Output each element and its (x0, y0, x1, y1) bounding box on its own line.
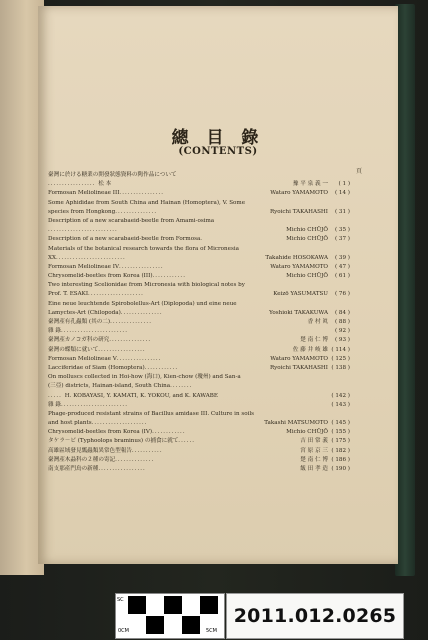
toc-entry-title: Two interesting Scelionidae from Micronesia with biological notes by (48, 282, 245, 289)
toc-entry-author: 豫 平 泉 義 一 (292, 181, 328, 188)
toc-entry-title: Lamyctes-Art (Chilopoda)．．．．．．．．．．．．．．． (48, 309, 166, 316)
toc-entry (48, 245, 350, 254)
toc-entry-title: Formosan Meliolineae IV．．．．．．．．．．．．．．．． (48, 263, 167, 270)
toc-entry-page: ( 1 ) (338, 181, 350, 188)
toc-entry-author: Ryoichi TAKAHASHI (269, 364, 328, 371)
toc-entry-title: Description of a new scarabaeid-beetle from Amami-osima (48, 217, 215, 224)
toc-entry (48, 401, 350, 410)
toc-entry-page: ( 92 ) (334, 328, 350, 335)
toc-entry-title: 臺灣に於ける糖業の開發狀態資料の陶作品について (48, 172, 177, 178)
toc-entry (48, 300, 350, 309)
toc-entry-author: Michio CHŪJŌ (286, 236, 328, 243)
toc-entry-title: Lacciferidae of Siam (Homoptera)．．．．．．．．．．．． (48, 364, 181, 371)
page-column-header: 頁 (356, 168, 363, 175)
toc-entry-page: ( 84 ) (334, 309, 350, 316)
toc-entry-title: 臺灣產有孔蟲類 (其の二)．．．．．．．．．．．．．．． (48, 319, 155, 325)
toc-entry-title: ．．．．．．．．．．．．．．．．．．．．．．．．． (48, 227, 121, 234)
toc-entry-author: 佐 藤 井 岐 雄 (292, 346, 328, 353)
toc-entry-author: 宮 原 京 三 (300, 447, 328, 454)
scale-label-0cm: 0CM (118, 628, 129, 634)
toc-entry-title: XX．．．．．．．．．．．．．．．．．．．．．．．．． (48, 254, 129, 261)
toc-entry (48, 373, 350, 382)
toc-entry (48, 272, 350, 281)
toc-entry (48, 235, 350, 244)
toc-entry-title: Description of a new scarabaeid-beetle from Formosa． (48, 236, 206, 243)
toc-entry-author: 香 村 眞 (307, 319, 328, 325)
toc-entry (48, 281, 350, 290)
toc-entry-title: 南支那產門鳥の新種．．．．．．．．．．．．．．．．． (48, 466, 149, 472)
toc-entry-page: ( 35 ) (334, 227, 350, 234)
toc-entry (48, 226, 350, 235)
toc-entry (48, 346, 350, 355)
toc-entry-author: Takashi MATSUMOTO (264, 420, 328, 427)
toc-entry-page: ( 114 ) (331, 346, 350, 353)
toc-entry (48, 465, 350, 474)
toc-entry (48, 189, 350, 198)
toc-entry-page: ( 37 ) (334, 236, 350, 243)
toc-entry-title: Formosan Meliolineae III．．．．．．．．．．．．．．．． (48, 190, 167, 197)
toc-entry-page: ( 93 ) (334, 337, 350, 344)
toc-entry-page: ( 186 ) (331, 456, 350, 463)
toc-entry-title: 高雄區域發見瓢蟲類異常色型報告．．．．．．．．．．． (48, 447, 166, 454)
toc-entry-title: Formosan Meliolineae V．．．．．．．．．．．．．．．． (48, 355, 165, 362)
scale-label-side: SC (117, 597, 124, 603)
toc-entry (48, 318, 350, 327)
toc-entry-title: ．．．．．．．．．．．．．．．．．松 本 (48, 181, 112, 188)
toc-entry (48, 171, 350, 180)
toc-entry-page: ( 145 ) (331, 420, 350, 427)
toc-entry-title: 臺灣產木蝨科の２種の寄記．．．．．．．．．．．．．． (48, 456, 158, 463)
toc-entry-title: タケラ－ビ (Typhoolops braminus) の捕食に就て．．．．．． (48, 438, 198, 445)
toc-entry-title: 臺灣產カノコガ科の研究．．．．．．．．．．．．．．． (48, 337, 154, 344)
toc-entry-title: Eine neue leuchtende Spirobolellus-Art (Diplopoda) und eine neue (48, 300, 237, 307)
toc-entry-title: 雜 錄．．．．．．．．．．．．．．．．．．．．．．．． (48, 401, 131, 408)
scale-square (182, 616, 200, 634)
toc-entry (48, 355, 350, 364)
color-scale-card (115, 593, 225, 639)
toc-entry-author: 吉 田 常 義 (300, 438, 328, 445)
toc-entry (48, 180, 350, 189)
scale-label-5cm: 5CM (206, 628, 217, 634)
toc-entry-title: 臺灣の蝶類に就いて．．．．．．．．．．．．．．．．． (48, 346, 149, 353)
toc-entry (48, 419, 350, 428)
toc-entry-page: ( 39 ) (334, 254, 350, 261)
toc-entry-author: Michio CHŪJŌ (286, 429, 328, 436)
toc-entry-page: ( 142 ) (331, 392, 350, 399)
page-title-english: (CONTENTS) (178, 146, 258, 157)
toc-entry-page: ( 143 ) (331, 401, 350, 408)
toc-entry (48, 437, 350, 446)
toc-entry-title: Chrysomelid-beetles from Korea (III)．．．．．．．．．．．． (48, 273, 189, 280)
toc-entry (48, 290, 350, 299)
toc-entry (48, 263, 350, 272)
toc-entry (48, 456, 350, 465)
book-cover-edge (395, 4, 415, 576)
toc-entry-author: Michio CHŪJŌ (286, 273, 328, 280)
toc-entry (48, 336, 350, 345)
toc-entry-author: 飯 田 孝 造 (300, 466, 328, 472)
toc-entry-page: ( 31 ) (334, 208, 350, 215)
toc-entry-author: Ryoichi TAKAHASHI (269, 208, 328, 215)
toc-entry-page: ( 14 ) (334, 190, 350, 197)
toc-entry (48, 392, 350, 401)
scale-square (164, 596, 182, 614)
toc-entry-title: species from Hongkong．．．．．．．．．．．．．．． (48, 208, 160, 215)
toc-entry (48, 254, 350, 263)
toc-entry-author: Michio CHŪJŌ (286, 227, 328, 234)
toc-entry-title: Materials of the botanical research towards the flora of Micronesia (48, 245, 239, 252)
toc-entry-page: ( 175 ) (331, 438, 350, 445)
toc-entry (48, 428, 350, 437)
toc-entry (48, 410, 350, 419)
toc-entry-title: Prof. T. ESAKI．．．．．．．．．．．．．．．．．．．． (48, 291, 147, 298)
toc-entry-page: ( 138 ) (331, 364, 350, 371)
page-title-japanese: 總 目 錄 (171, 128, 265, 148)
toc-entry-page: ( 61 ) (334, 273, 350, 280)
toc-entry-title: (三亞) districts, Hainan-island, South China．．．．．．．． (48, 383, 196, 390)
toc-entry-page: ( 88 ) (334, 319, 350, 325)
toc-entry-author: Wataro YAMAMOTO (270, 190, 328, 197)
toc-entry-title: 雜 錄．．．．．．．．．．．．．．．．．．．．．．．． (48, 328, 131, 335)
toc-entry-title: ．．．．．H. KOBAYASI, Y. KAMATI, K. YOKOU, and K. KAWABE (48, 392, 218, 399)
toc-entry (48, 447, 350, 456)
toc-entry-author: Wataro YAMAMOTO (270, 355, 328, 362)
accession-number-label: 2011.012.0265 (226, 593, 404, 639)
toc-entry-author: 楚 南 仁 博 (300, 337, 328, 344)
toc-entry (48, 217, 350, 226)
toc-entry-page: ( 125 ) (331, 355, 350, 362)
toc-entry-author: Takahide HOSOKAWA (265, 254, 328, 261)
toc-entry-title: Phage-produced resistant strains of Bacillus amidase III. Culture in soils (48, 410, 255, 417)
toc-entry-title: Chrysomelid-beetles from Korea (IV)．．．．．．．．．．．． (48, 429, 189, 436)
scale-square (128, 596, 146, 614)
toc-entry-author: 楚 南 仁 博 (300, 456, 328, 463)
toc-entry-title: and host plants．．．．．．．．．．．．．．．．．．．． (48, 420, 151, 427)
toc-entry-author: Yoshioki TAKAKUWA (269, 309, 328, 316)
toc-entry-page: ( 155 ) (331, 429, 350, 436)
toc-entry-page: ( 182 ) (331, 447, 350, 454)
toc-entry-title: On molluscs collected in Hoi-how (海口), Kien-chow (瓊州) and San-a (48, 374, 241, 381)
scale-square (200, 596, 218, 614)
toc-entry (48, 208, 350, 217)
toc-entry-page: ( 190 ) (331, 466, 350, 472)
toc-entry (48, 199, 350, 208)
toc-entry (48, 364, 350, 373)
toc-entry-title: Some Aphididae from South China and Hainan (Homoptera), V. Some (48, 199, 246, 206)
scale-square (146, 616, 164, 634)
toc-entry (48, 309, 350, 318)
toc-entry (48, 382, 350, 391)
toc-entry (48, 327, 350, 336)
toc-entry-page: ( 76 ) (334, 291, 350, 298)
table-of-contents (48, 171, 350, 474)
toc-entry-page: ( 47 ) (334, 263, 350, 270)
toc-entry-author: Wataro YAMAMOTO (270, 263, 328, 270)
toc-entry-author: Keizō YASUMATSU (273, 291, 328, 298)
